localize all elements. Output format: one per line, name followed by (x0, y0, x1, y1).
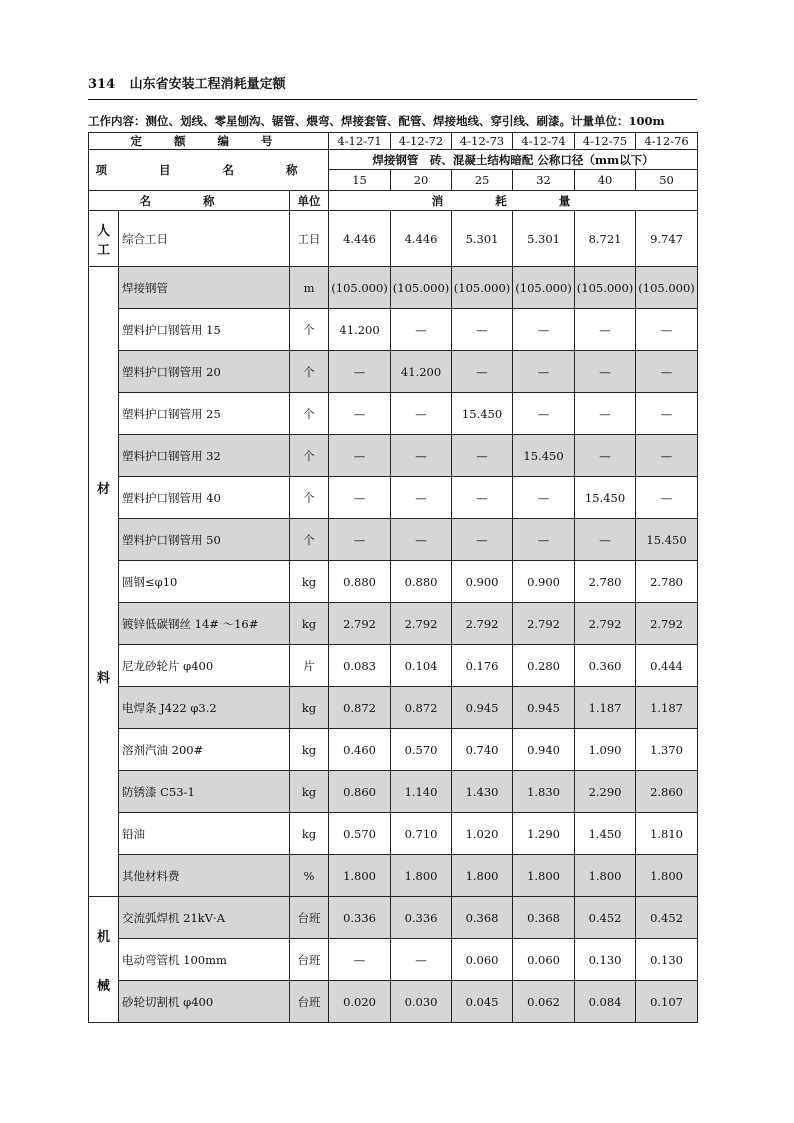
resource-name: 塑料护口钢管用 50 (119, 519, 290, 561)
consumption-value: — (513, 519, 575, 561)
resource-unit: kg (290, 771, 329, 813)
consumption-value: 0.570 (329, 813, 391, 855)
consumption-value: 15.450 (636, 519, 698, 561)
consumption-value: 0.368 (452, 897, 513, 939)
table-row (89, 729, 698, 771)
consumption-value: 41.200 (391, 351, 452, 393)
consumption-value: 1.430 (452, 771, 513, 813)
consumption-value: — (329, 435, 391, 477)
category-char: 械 (96, 978, 110, 994)
consumption-value: 2.792 (391, 603, 452, 645)
consumption-value: — (575, 393, 636, 435)
consumption-value: — (636, 435, 698, 477)
consumption-value: 0.336 (329, 897, 391, 939)
consumption-value: 0.020 (329, 981, 391, 1023)
resource-name: 尼龙砂轮片 φ400 (119, 645, 290, 687)
resource-name: 电焊条 J422 φ3.2 (119, 687, 290, 729)
table-row (89, 519, 698, 561)
consumption-value: — (329, 519, 391, 561)
quota-code: 4-12-75 (575, 133, 636, 150)
consumption-value: 1.800 (513, 855, 575, 897)
consumption-value: 2.780 (636, 561, 698, 603)
consumption-value: — (391, 393, 452, 435)
resource-name: 防锈漆 C53-1 (119, 771, 290, 813)
consumption-value: — (452, 477, 513, 519)
consumption-value: 1.800 (329, 855, 391, 897)
consumption-value: 0.104 (391, 645, 452, 687)
work-content-text: 测位、划线、零星刨沟、锯管、煨弯、焊接套管、配管、焊接地线、穿引线、刷漆。 (145, 114, 571, 128)
consumption-value: 2.290 (575, 771, 636, 813)
resource-name: 圆钢≤φ10 (119, 561, 290, 603)
table-row (89, 393, 698, 435)
consumption-value: 0.130 (636, 939, 698, 981)
resource-unit: 个 (290, 393, 329, 435)
resource-name: 交流弧焊机 21kV·A (119, 897, 290, 939)
table-row (89, 813, 698, 855)
quota-code: 4-12-71 (329, 133, 391, 150)
consumption-header: 消 耗 量 (329, 191, 698, 211)
quota-code: 4-12-74 (513, 133, 575, 150)
category-cell-labor (89, 211, 119, 267)
resource-unit: 个 (290, 519, 329, 561)
item-name-label: 项 目 名 称 (89, 150, 329, 191)
consumption-value: 1.020 (452, 813, 513, 855)
resource-unit: 个 (290, 309, 329, 351)
consumption-value: (105.000) (391, 267, 452, 309)
size-cell: 32 (513, 170, 575, 191)
consumption-value: 2.792 (452, 603, 513, 645)
consumption-value: — (636, 393, 698, 435)
consumption-value: 1.800 (452, 855, 513, 897)
table-row (89, 267, 698, 309)
quota-table (88, 132, 698, 1023)
consumption-value: — (513, 477, 575, 519)
resource-name: 铅油 (119, 813, 290, 855)
consumption-value: 1.140 (391, 771, 452, 813)
consumption-value: — (329, 351, 391, 393)
consumption-value: 0.945 (452, 687, 513, 729)
consumption-value: 0.570 (391, 729, 452, 771)
resource-name: 砂轮切割机 φ400 (119, 981, 290, 1023)
resource-unit: 台班 (290, 897, 329, 939)
table-row (89, 603, 698, 645)
consumption-value: — (575, 309, 636, 351)
page-number: 314 (88, 77, 116, 92)
consumption-value: — (513, 393, 575, 435)
measure-unit: 100m (628, 114, 665, 128)
category-char: 料 (96, 670, 110, 686)
resource-unit: 个 (290, 435, 329, 477)
consumption-value: — (391, 477, 452, 519)
size-cell: 40 (575, 170, 636, 191)
consumption-value: 5.301 (513, 211, 575, 267)
consumption-value: — (329, 393, 391, 435)
consumption-value: — (636, 351, 698, 393)
quota-code: 4-12-72 (391, 133, 452, 150)
code-label: 定 额 编 号 (89, 133, 329, 150)
resource-unit: kg (290, 687, 329, 729)
resource-name: 塑料护口钢管用 32 (119, 435, 290, 477)
consumption-value: (105.000) (575, 267, 636, 309)
consumption-value: — (391, 939, 452, 981)
consumption-value: 1.810 (636, 813, 698, 855)
consumption-value: — (636, 309, 698, 351)
consumption-value: — (452, 351, 513, 393)
consumption-value: 5.301 (452, 211, 513, 267)
measure-unit-label: 计量单位： (571, 114, 629, 128)
table-row (89, 435, 698, 477)
consumption-value: 0.130 (575, 939, 636, 981)
resource-unit: m (290, 267, 329, 309)
resource-unit: kg (290, 603, 329, 645)
consumption-value: (105.000) (636, 267, 698, 309)
quota-code: 4-12-76 (636, 133, 698, 150)
consumption-value: 0.060 (513, 939, 575, 981)
consumption-value: 0.444 (636, 645, 698, 687)
consumption-value: 0.872 (391, 687, 452, 729)
table-row (89, 351, 698, 393)
consumption-value: 1.290 (513, 813, 575, 855)
unit-column-header: 单位 (290, 191, 329, 211)
resource-unit: 片 (290, 645, 329, 687)
consumption-value: 0.860 (329, 771, 391, 813)
category-char: 人 (96, 223, 110, 239)
consumption-value: 1.800 (391, 855, 452, 897)
size-cell: 50 (636, 170, 698, 191)
consumption-value: 0.107 (636, 981, 698, 1023)
consumption-value: 2.792 (513, 603, 575, 645)
table-row (89, 855, 698, 897)
resource-name: 塑料护口钢管用 40 (119, 477, 290, 519)
work-content-label: 工作内容： (88, 114, 146, 128)
consumption-value: 41.200 (329, 309, 391, 351)
consumption-value: (105.000) (513, 267, 575, 309)
resource-unit: kg (290, 813, 329, 855)
category-cell-material (89, 267, 119, 897)
page-header (88, 73, 286, 92)
consumption-value: 1.450 (575, 813, 636, 855)
resource-name: 电动弯管机 100mm (119, 939, 290, 981)
consumption-value: — (329, 939, 391, 981)
consumption-value: 2.780 (575, 561, 636, 603)
consumption-value: 0.710 (391, 813, 452, 855)
table-row (89, 897, 698, 939)
item-title: 焊接钢管 砖、混凝土结构暗配 公称口径（mm以下） (329, 150, 698, 170)
consumption-value: — (329, 477, 391, 519)
name-column-header: 名 称 (89, 191, 290, 211)
consumption-value: — (575, 519, 636, 561)
consumption-value: — (452, 435, 513, 477)
consumption-value: 0.045 (452, 981, 513, 1023)
consumption-value: 0.900 (513, 561, 575, 603)
consumption-value: 2.792 (636, 603, 698, 645)
consumption-value: 1.187 (636, 687, 698, 729)
consumption-value: — (391, 309, 452, 351)
consumption-value: 0.030 (391, 981, 452, 1023)
size-cell: 25 (452, 170, 513, 191)
consumption-value: 0.368 (513, 897, 575, 939)
table-row (89, 211, 698, 267)
consumption-value: 0.945 (513, 687, 575, 729)
resource-unit: % (290, 855, 329, 897)
size-cell: 20 (391, 170, 452, 191)
consumption-value: 0.176 (452, 645, 513, 687)
resource-name: 塑料护口钢管用 25 (119, 393, 290, 435)
table-row (89, 645, 698, 687)
consumption-value: 2.792 (329, 603, 391, 645)
category-char: 工 (96, 242, 110, 258)
consumption-value: 1.187 (575, 687, 636, 729)
consumption-value: 0.084 (575, 981, 636, 1023)
consumption-value: 0.940 (513, 729, 575, 771)
table-row (89, 687, 698, 729)
consumption-value: 15.450 (575, 477, 636, 519)
resource-name: 塑料护口钢管用 15 (119, 309, 290, 351)
consumption-value: 0.880 (391, 561, 452, 603)
consumption-value: — (575, 435, 636, 477)
resource-name: 塑料护口钢管用 20 (119, 351, 290, 393)
work-content-line (88, 113, 697, 129)
consumption-value: 4.446 (329, 211, 391, 267)
table-row (89, 477, 698, 519)
consumption-value: 0.460 (329, 729, 391, 771)
size-cell: 15 (329, 170, 391, 191)
header-rule (88, 99, 697, 100)
category-cell-machine (89, 897, 119, 1023)
resource-name: 溶剂汽油 200# (119, 729, 290, 771)
resource-name: 焊接钢管 (119, 267, 290, 309)
quota-code: 4-12-73 (452, 133, 513, 150)
column-header-row (89, 191, 698, 211)
consumption-value: 0.083 (329, 645, 391, 687)
resource-unit: kg (290, 561, 329, 603)
resource-unit: 个 (290, 351, 329, 393)
consumption-value: 1.830 (513, 771, 575, 813)
consumption-value: 0.900 (452, 561, 513, 603)
table-row (89, 981, 698, 1023)
resource-name: 其他材料费 (119, 855, 290, 897)
consumption-value: 0.060 (452, 939, 513, 981)
consumption-value: — (391, 519, 452, 561)
consumption-value: (105.000) (329, 267, 391, 309)
consumption-value: 1.090 (575, 729, 636, 771)
resource-unit: 台班 (290, 981, 329, 1023)
consumption-value: (105.000) (452, 267, 513, 309)
consumption-value: 4.446 (391, 211, 452, 267)
consumption-value: 0.452 (636, 897, 698, 939)
consumption-value: — (452, 309, 513, 351)
consumption-value: — (636, 477, 698, 519)
consumption-value: 15.450 (452, 393, 513, 435)
table-row (89, 309, 698, 351)
consumption-value: — (391, 435, 452, 477)
consumption-value: — (452, 519, 513, 561)
item-title-row (89, 150, 698, 170)
consumption-value: 15.450 (513, 435, 575, 477)
consumption-value: 2.792 (575, 603, 636, 645)
consumption-value: 0.452 (575, 897, 636, 939)
resource-unit: 个 (290, 477, 329, 519)
table-row (89, 939, 698, 981)
resource-name: 镀锌低碳钢丝 14# ～16# (119, 603, 290, 645)
consumption-value: 2.860 (636, 771, 698, 813)
category-char: 材 (96, 481, 110, 497)
consumption-value: — (575, 351, 636, 393)
consumption-value: — (513, 309, 575, 351)
consumption-value: 0.062 (513, 981, 575, 1023)
consumption-value: 9.747 (636, 211, 698, 267)
consumption-value: 1.800 (575, 855, 636, 897)
consumption-value: 0.880 (329, 561, 391, 603)
consumption-value: 0.740 (452, 729, 513, 771)
consumption-value: — (513, 351, 575, 393)
consumption-value: 0.336 (391, 897, 452, 939)
book-title: 山东省安装工程消耗量定额 (129, 77, 286, 92)
resource-unit: 工日 (290, 211, 329, 267)
code-row (89, 133, 698, 150)
category-char: 机 (96, 929, 110, 945)
consumption-value: 1.800 (636, 855, 698, 897)
resource-unit: kg (290, 729, 329, 771)
consumption-value: 1.370 (636, 729, 698, 771)
table-row (89, 771, 698, 813)
consumption-value: 0.360 (575, 645, 636, 687)
table-row (89, 561, 698, 603)
resource-name: 综合工日 (119, 211, 290, 267)
consumption-value: 0.872 (329, 687, 391, 729)
consumption-value: 0.280 (513, 645, 575, 687)
consumption-value: 8.721 (575, 211, 636, 267)
resource-unit: 台班 (290, 939, 329, 981)
